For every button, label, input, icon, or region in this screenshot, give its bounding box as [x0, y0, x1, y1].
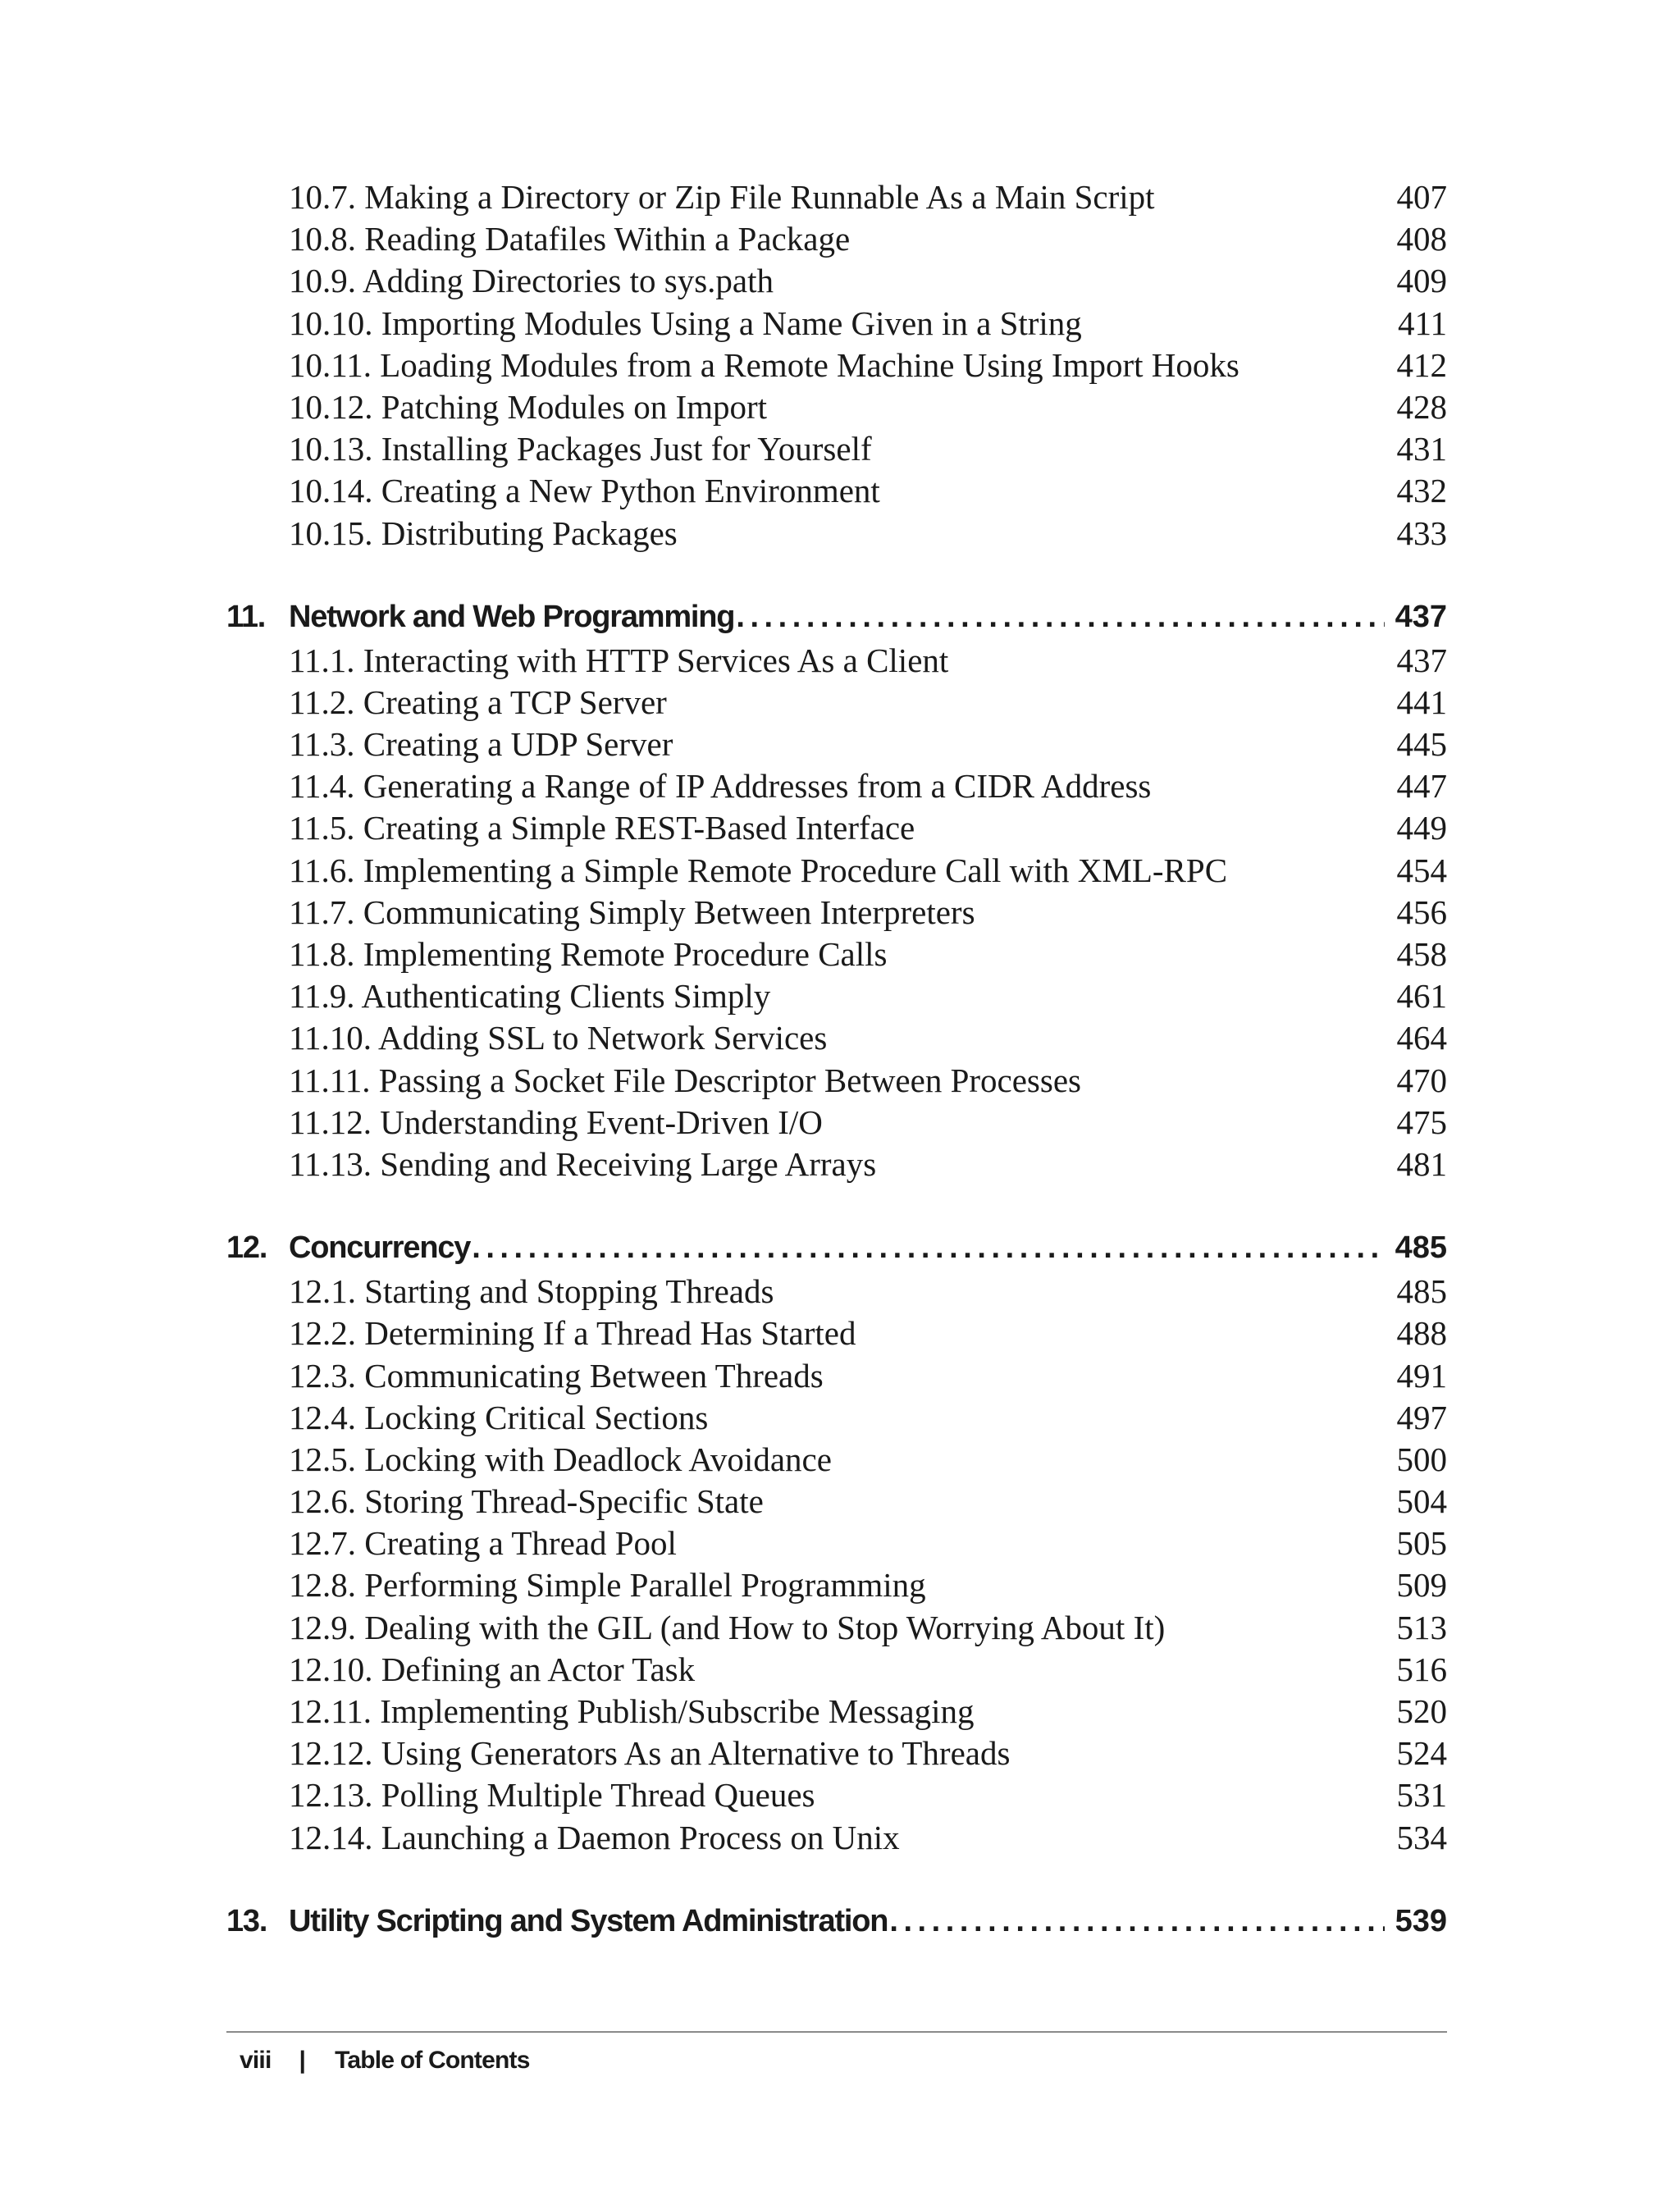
- toc-entry-page-number: 485: [1396, 1272, 1447, 1311]
- toc-entry-title: 11.13. Sending and Receiving Large Arrays: [289, 1144, 877, 1183]
- chapter-number: 12.: [226, 1230, 267, 1266]
- footer-section-title: Table of Contents: [335, 2047, 530, 2074]
- toc-entry-page-number: 505: [1396, 1524, 1447, 1563]
- toc-entry-title: 10.15. Distributing Packages: [289, 514, 678, 552]
- toc-entry-page-number: 509: [1396, 1566, 1447, 1605]
- chapter-number: 11.: [226, 599, 266, 634]
- dot-leader: [736, 594, 1385, 640]
- toc-entry-title: 11.5. Creating a Simple REST-Based Interface: [289, 809, 915, 847]
- toc-entry[interactable]: [226, 1397, 1447, 1439]
- footer-page-number: viii: [240, 2047, 272, 2074]
- toc-entry-title: 12.2. Determining If a Thread Has Started: [289, 1314, 856, 1353]
- toc-entry-page-number: 531: [1396, 1776, 1447, 1815]
- toc-entry-title: 11.6. Implementing a Simple Remote Procedure Call with XML-RPC: [289, 851, 1228, 889]
- toc-entry-page-number: 431: [1396, 430, 1447, 468]
- toc-entry-page-number: 464: [1396, 1019, 1447, 1057]
- toc-entry-title: 11.12. Understanding Event-Driven I/O: [289, 1102, 823, 1141]
- toc-entry[interactable]: [226, 176, 1447, 218]
- toc-entry[interactable]: [226, 1439, 1447, 1481]
- toc-entry[interactable]: [226, 513, 1447, 555]
- page-footer: [240, 2043, 530, 2079]
- toc-entry[interactable]: [226, 1649, 1447, 1691]
- toc-entry[interactable]: [226, 765, 1447, 807]
- toc-entry[interactable]: [226, 682, 1447, 724]
- toc-entry-page-number: 461: [1396, 977, 1447, 1016]
- toc-entry-page-number: 488: [1396, 1314, 1447, 1353]
- toc-entry-page-number: 516: [1396, 1650, 1447, 1688]
- toc-entry-title: 10.9. Adding Directories to sys.path: [289, 262, 774, 300]
- toc-entry[interactable]: [226, 934, 1447, 975]
- dot-leader: [472, 1225, 1385, 1271]
- toc-entry-title: 10.7. Making a Directory or Zip File Runnable As a Main Script: [289, 178, 1155, 216]
- toc-entry[interactable]: [226, 260, 1447, 302]
- toc-entry-page-number: 491: [1396, 1356, 1447, 1395]
- toc-entry[interactable]: [226, 892, 1447, 934]
- toc-entry-page-number: 475: [1396, 1102, 1447, 1141]
- toc-entry[interactable]: [226, 1144, 1447, 1185]
- toc-entry-page-number: 449: [1396, 809, 1447, 847]
- toc-entry-page-number: 456: [1396, 892, 1447, 931]
- toc-entry-page-number: 407: [1396, 178, 1447, 216]
- toc-entry[interactable]: [226, 1607, 1447, 1649]
- chapter-number: 13.: [226, 1903, 267, 1938]
- chapter-page-number: 485: [1395, 1230, 1447, 1266]
- toc-entry-title: 12.7. Creating a Thread Pool: [289, 1524, 677, 1563]
- toc-entry[interactable]: [226, 1774, 1447, 1816]
- toc-entry[interactable]: [226, 724, 1447, 765]
- toc-entry-title: 12.8. Performing Simple Parallel Programming: [289, 1566, 926, 1605]
- toc-entry-title: 12.6. Storing Thread-Specific State: [289, 1482, 764, 1521]
- chapter-heading[interactable]: [226, 1898, 1447, 1944]
- chapter-title: Network and Web Programming: [289, 599, 735, 634]
- toc-entry-title: 12.4. Locking Critical Sections: [289, 1398, 709, 1436]
- toc-entry-title: 12.9. Dealing with the GIL (and How to Stop Worrying About It): [289, 1608, 1166, 1646]
- toc-entry-page-number: 454: [1396, 851, 1447, 889]
- toc-entry[interactable]: [226, 850, 1447, 892]
- toc-entry-page-number: 500: [1396, 1440, 1447, 1478]
- toc-entry-page-number: 412: [1396, 345, 1447, 384]
- toc-entry-title: 11.4. Generating a Range of IP Addresses from a CIDR Address: [289, 767, 1152, 806]
- footer-separator: |: [299, 2047, 306, 2074]
- toc-entry[interactable]: [226, 386, 1447, 428]
- toc-entry-page-number: 520: [1396, 1692, 1447, 1730]
- toc-entry-page-number: 409: [1396, 262, 1447, 300]
- chapter-title: Utility Scripting and System Administration: [289, 1903, 888, 1938]
- toc-entry-title: 12.13. Polling Multiple Thread Queues: [289, 1776, 815, 1815]
- toc-entry-title: 11.9. Authenticating Clients Simply: [289, 977, 771, 1016]
- toc-entry-title: 11.1. Interacting with HTTP Services As a Client: [289, 641, 949, 679]
- toc-entry-page-number: 445: [1396, 725, 1447, 764]
- toc-entry[interactable]: [226, 1102, 1447, 1144]
- toc-entry-page-number: 481: [1396, 1144, 1447, 1183]
- toc-entry-page-number: 408: [1396, 220, 1447, 258]
- toc-entry-page-number: 432: [1396, 472, 1447, 510]
- footer-divider: [226, 2031, 1447, 2033]
- toc-entry-title: 10.8. Reading Datafiles Within a Package: [289, 220, 851, 258]
- toc-entry-title: 11.2. Creating a TCP Server: [289, 682, 667, 721]
- chapter-heading[interactable]: [226, 1225, 1447, 1271]
- toc-entry-title: 11.11. Passing a Socket File Descriptor Between Processes: [289, 1061, 1081, 1099]
- chapter-page-number: 437: [1395, 599, 1447, 634]
- toc-entry-title: 11.10. Adding SSL to Network Services: [289, 1019, 828, 1057]
- toc-entry-title: 12.3. Communicating Between Threads: [289, 1356, 824, 1395]
- toc-entry-page-number: 437: [1396, 641, 1447, 679]
- toc-entry[interactable]: [226, 1564, 1447, 1606]
- toc-entry-title: 12.12. Using Generators As an Alternative to Threads: [289, 1734, 1011, 1773]
- toc-entry[interactable]: [226, 1817, 1447, 1859]
- toc-entry-title: 12.1. Starting and Stopping Threads: [289, 1272, 774, 1311]
- toc-entry-page-number: 433: [1396, 514, 1447, 552]
- toc-entry-title: 10.10. Importing Modules Using a Name Given in a String: [289, 304, 1082, 342]
- toc-entry[interactable]: [226, 1691, 1447, 1732]
- toc-entry[interactable]: [226, 1355, 1447, 1397]
- toc-entry[interactable]: [226, 345, 1447, 386]
- toc-entry[interactable]: [226, 1271, 1447, 1312]
- toc-entry-title: 12.14. Launching a Daemon Process on Unix: [289, 1818, 900, 1856]
- dot-leader: [889, 1898, 1385, 1944]
- toc-entry-title: 11.3. Creating a UDP Server: [289, 725, 673, 764]
- toc-entry-page-number: 470: [1396, 1061, 1447, 1099]
- toc-entry[interactable]: [226, 1060, 1447, 1102]
- toc-entry-title: 12.10. Defining an Actor Task: [289, 1650, 696, 1688]
- toc-entry[interactable]: [226, 807, 1447, 849]
- toc-entry[interactable]: [226, 303, 1447, 345]
- toc-entry-title: 10.13. Installing Packages Just for Yourself: [289, 430, 872, 468]
- toc-entry-page-number: 458: [1396, 935, 1447, 973]
- toc-entry-page-number: 513: [1396, 1608, 1447, 1646]
- toc-entry-page-number: 428: [1396, 387, 1447, 426]
- toc-entry[interactable]: [226, 428, 1447, 470]
- toc-entry[interactable]: [226, 218, 1447, 260]
- toc-entry[interactable]: [226, 1312, 1447, 1354]
- toc-entry-page-number: 497: [1396, 1398, 1447, 1436]
- toc-entry-page-number: 524: [1396, 1734, 1447, 1773]
- toc-entry-page-number: 441: [1396, 682, 1447, 721]
- toc-entry-title: 10.11. Loading Modules from a Remote Machine Using Import Hooks: [289, 345, 1239, 384]
- toc-entry-page-number: 534: [1396, 1818, 1447, 1856]
- toc-entry[interactable]: [226, 975, 1447, 1017]
- toc-entry-title: 12.5. Locking with Deadlock Avoidance: [289, 1440, 832, 1478]
- chapter-heading[interactable]: [226, 594, 1447, 640]
- toc-entry[interactable]: [226, 640, 1447, 682]
- toc-entry[interactable]: [226, 1732, 1447, 1774]
- toc-entry[interactable]: [226, 1522, 1447, 1564]
- toc-entry-page-number: 504: [1396, 1482, 1447, 1521]
- toc-entry-page-number: 447: [1396, 767, 1447, 806]
- toc-entry-title: 12.11. Implementing Publish/Subscribe Messaging: [289, 1692, 975, 1730]
- toc-entry-title: 10.14. Creating a New Python Environment: [289, 472, 880, 510]
- toc-entry-title: 11.8. Implementing Remote Procedure Calls: [289, 935, 888, 973]
- chapter-page-number: 539: [1395, 1903, 1447, 1938]
- chapter-title: Concurrency: [289, 1230, 471, 1266]
- toc-entry-title: 10.12. Patching Modules on Import: [289, 387, 768, 426]
- toc-entry-page-number: 411: [1398, 304, 1447, 342]
- toc-entry-title: 11.7. Communicating Simply Between Interpreters: [289, 892, 975, 931]
- table-of-contents: [226, 176, 1447, 1944]
- toc-entry[interactable]: [226, 1481, 1447, 1522]
- toc-entry[interactable]: [226, 470, 1447, 512]
- toc-entry[interactable]: [226, 1017, 1447, 1059]
